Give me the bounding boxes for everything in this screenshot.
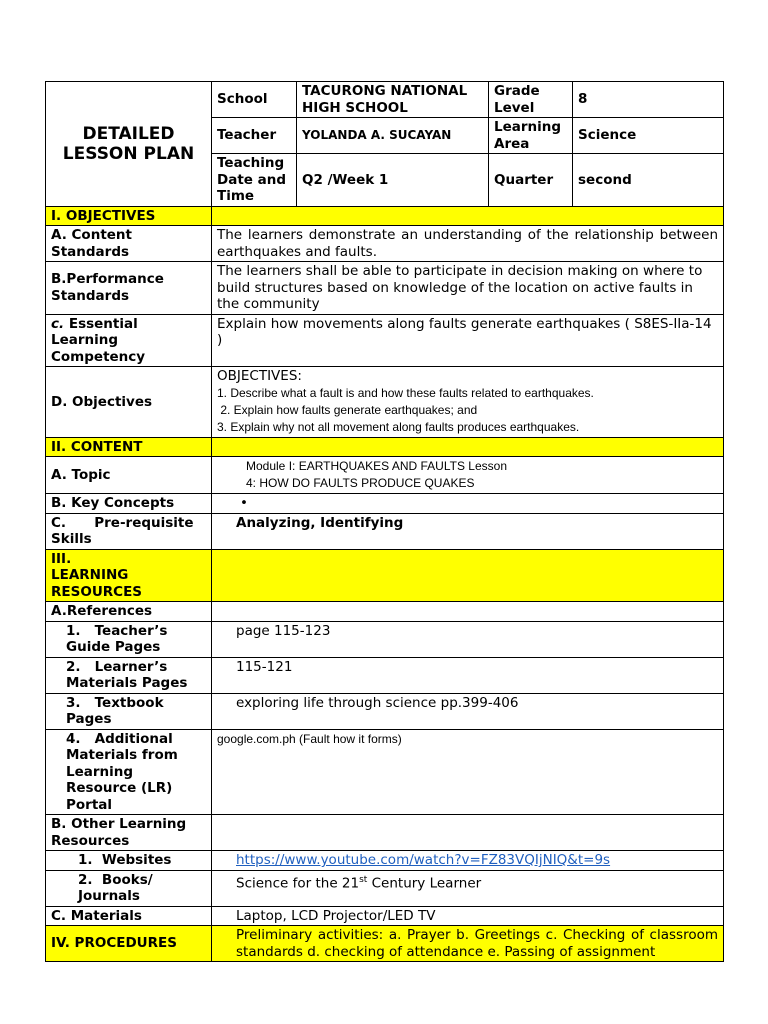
references-value [212,602,724,622]
content-standards-value: The learners demonstrate an understanding of the relationship between earthquakes and faults. [212,226,724,262]
title-line-2: LESSON PLAN [62,143,195,164]
teacher-label: Teacher [212,118,297,154]
objectives-heading: OBJECTIVES: [217,368,302,384]
objective-item-2: 2. Explain how faults generate earthquakes; and [217,402,478,417]
teachers-guide-value: page 115-123 [212,621,724,657]
books-journals-value [212,870,724,906]
key-concepts-label: B. Key Concepts [46,494,212,514]
websites-label: 1. Websites [46,851,212,871]
objectives-list [212,367,724,438]
school-value-line-2: HIGH SCHOOL [302,99,408,116]
books-value-sup: st [359,874,368,885]
topic-line-2: 4: HOW DO FAULTS PRODUCE QUAKES [246,476,475,490]
grade-label-line-1: Grade [494,83,540,99]
essential-competency-label [46,314,212,367]
topic-line-1: Module I: EARTHQUAKES AND FAULTS Lesson [246,459,507,473]
school-value-line-1: TACURONG NATIONAL [302,83,468,99]
teaching-label-line-1: Teaching [217,155,285,171]
performance-standards-value: The learners shall be able to participate in decision making on where to build structures based on knowledge of the location on active faults in the community [212,262,724,315]
teacher-value: YOLANDA A. SUCAYAN [297,118,489,154]
school-label: School [212,82,297,118]
other-resources-label: B. Other Learning Resources [46,815,212,851]
teaching-date-value: Q2 /Week 1 [297,154,489,207]
references-label: A.References [46,602,212,622]
additional-materials-label: 4. Additional Materials from Learning Resource (LR) Portal [46,729,212,815]
essential-competency-value: Explain how movements along faults generate earthquakes ( S8ES-IIa-14 ) [212,314,724,367]
teachers-guide-label: 1. Teacher’s Guide Pages [46,621,212,657]
books-value-text-end: Century Learner [367,875,482,891]
learners-materials-label: 2. Learner’s Materials Pages [46,657,212,693]
essential-label-text: Essential Learning Competency [51,315,146,365]
section-content-fill [212,437,724,457]
learning-area-value: Science [573,118,724,154]
teaching-label-line-2: Date and [217,171,287,188]
grade-level-label [489,82,573,118]
other-resources-value [212,815,724,851]
document-title [46,82,212,207]
lesson-plan-table [45,81,724,962]
learners-materials-value: 115-121 [212,657,724,693]
prerequisite-skills-value: Analyzing, Identifying [212,513,724,549]
content-standards-label: A. Content Standards [46,226,212,262]
section-content-heading: II. CONTENT [46,437,212,457]
procedures-value: Preliminary activities: a. Prayer b. Greetings c. Checking of classroom standards d. checking of attendance e. Passing of assignment [212,926,724,962]
textbook-pages-label: 3. Textbook Pages [46,693,212,729]
youtube-link[interactable]: https://www.youtube.com/watch?v=FZ83VQIjNIQ&t=9s [236,852,611,868]
topic-value [212,457,724,494]
learning-area-label-line-1: Learning [494,119,562,135]
performance-standards-label: B.Performance Standards [46,262,212,315]
objectives-label: D. Objectives [46,367,212,438]
teaching-label-line-3: Time [217,188,255,204]
key-concepts-value: • [212,494,724,514]
topic-label: A. Topic [46,457,212,494]
prerequisite-skills-label: C. Pre-requisite Skills [46,513,212,549]
quarter-value: second [573,154,724,207]
textbook-pages-value: exploring life through science pp.399-406 [212,693,724,729]
websites-value [212,851,724,871]
section-resources-heading: III. LEARNING RESOURCES [46,549,212,602]
learning-area-label [489,118,573,154]
lesson-plan-document [45,81,723,962]
teaching-date-label [212,154,297,207]
grade-label-line-2: Level [494,99,535,116]
learning-area-label-line-2: Area [494,135,530,152]
section-procedures-heading: IV. PROCEDURES [46,926,212,962]
school-value [297,82,489,118]
grade-level-value: 8 [573,82,724,118]
books-value-text: Science for the 21 [236,875,360,891]
books-journals-label: 2. Books/ Journals [46,870,212,906]
essential-label-prefix: c. [51,315,65,332]
materials-value: Laptop, LCD Projector/LED TV [212,906,724,926]
section-resources-fill [212,549,724,602]
objective-item-1: 1. Describe what a fault is and how these faults related to earthquakes. [217,385,594,400]
quarter-label: Quarter [489,154,573,207]
title-line-1: DETAILED [82,123,175,144]
materials-label: C. Materials [46,906,212,926]
objective-item-3: 3. Explain why not all movement along faults produces earthquakes. [217,419,580,434]
section-objectives-heading: I. OBJECTIVES [46,206,212,226]
additional-materials-value: google.com.ph (Fault how it forms) [212,729,724,815]
section-objectives-fill [212,206,724,226]
